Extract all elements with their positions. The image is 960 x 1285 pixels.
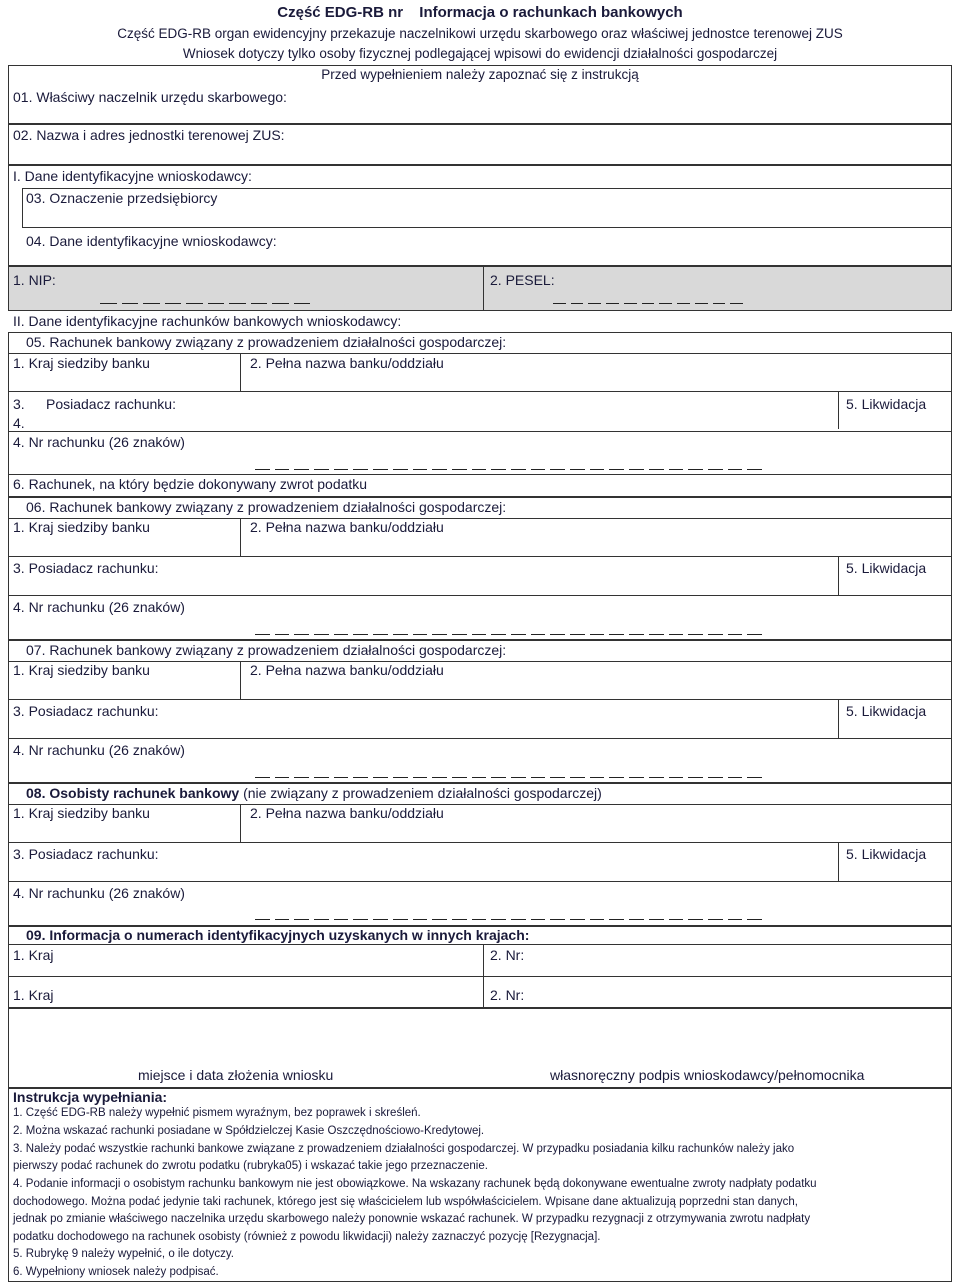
char-slot[interactable] (294, 634, 309, 635)
account-08-nr-label: 4. Nr rachunku (26 znaków) (13, 885, 185, 901)
char-slot[interactable] (609, 634, 624, 635)
char-slot[interactable] (413, 634, 428, 635)
account-07-heading: 07. Rachunek bankowy związany z prowadzeniem działalności gospodarczej: (26, 642, 507, 658)
char-slot[interactable] (649, 777, 664, 778)
char-slot[interactable] (728, 777, 743, 778)
char-slot[interactable] (353, 919, 368, 920)
char-slot[interactable] (452, 919, 467, 920)
account-08-liquidation[interactable]: 5. Likwidacja (846, 846, 927, 862)
char-slot[interactable] (294, 777, 309, 778)
foreign-country-1[interactable]: 1. Kraj (13, 947, 54, 963)
char-slot[interactable] (747, 777, 762, 778)
char-slot[interactable] (728, 634, 743, 635)
char-slot[interactable] (550, 777, 565, 778)
char-slot[interactable] (511, 469, 526, 470)
char-slot[interactable] (713, 303, 726, 304)
account-05-liquidation[interactable]: 5. Likwidacja (846, 396, 927, 412)
account-06-liquidation[interactable]: 5. Likwidacja (846, 560, 927, 576)
instruction-2: 2. Można wskazać rachunki posiadane w Spółdzielczej Kasie Oszczędnościowo-Kredytowej. (13, 1125, 485, 1137)
field-04-label: 04. Dane identyfikacyjne wnioskodawcy: (26, 233, 277, 249)
instruction-4a: 4. Podanie informacji o osobistym rachunku bankowym nie jest obowiązkowe. Na wskazany rachunek będą dokonywane ewentualne zwroty nadpłaty podatku (13, 1178, 817, 1190)
account-08-heading (26, 785, 602, 801)
instruction-1: 1. Część EDG-RB należy wypełnić pismem wyraźnym, bez poprawek i skreśleń. (13, 1107, 421, 1119)
char-slot[interactable] (275, 634, 290, 635)
char-slot[interactable] (624, 303, 637, 304)
char-slot[interactable] (649, 634, 664, 635)
instruction-3a: 3. Należy podać wszystkie rachunki bankowe związane z prowadzeniem działalności gospodarczej. W przypadku posiadania kilku rachunków należy jako (13, 1143, 795, 1155)
char-slot[interactable] (708, 634, 723, 635)
char-slot[interactable] (695, 303, 708, 304)
instruction-3b: pierwszy podać rachunek do zwrotu podatku (rubryka05) i wskazać takie jego przeznaczenie. (13, 1160, 488, 1172)
char-slot[interactable] (606, 303, 619, 304)
header-sub2: Wniosek dotyczy tylko osoby fizycznej podlegającej wpisowi do ewidencji działalności gospodarczej (182, 46, 778, 61)
char-slot[interactable] (609, 919, 624, 920)
char-slot[interactable] (570, 634, 585, 635)
char-slot[interactable] (728, 469, 743, 470)
foreign-nr-1[interactable]: 2. Nr: (490, 947, 525, 963)
char-slot[interactable] (669, 777, 684, 778)
char-slot[interactable] (609, 469, 624, 470)
char-slot[interactable] (373, 777, 388, 778)
char-slot[interactable] (294, 469, 309, 470)
char-slot[interactable] (570, 777, 585, 778)
instruction-4c: jednak po zmianie właściwego naczelnika urzędu skarbowego należy ponownie wskazać rachunek. W przypadku rezygnacji z otrzymywania zwrotu nadpłaty (13, 1213, 811, 1225)
char-slot[interactable] (353, 469, 368, 470)
char-slot[interactable] (452, 634, 467, 635)
char-slot[interactable] (531, 919, 546, 920)
char-slot[interactable] (275, 919, 290, 920)
char-slot[interactable] (550, 919, 565, 920)
account-06-nr-label: 4. Nr rachunku (26 znaków) (13, 599, 185, 615)
char-slot[interactable] (393, 777, 408, 778)
char-slot[interactable] (669, 469, 684, 470)
instruction-5: 5. Rubrykę 9 należy wypełnić, o ile dotyczy. (13, 1248, 234, 1260)
char-slot[interactable] (373, 634, 388, 635)
char-slot[interactable] (571, 303, 584, 304)
account-08-country[interactable]: 1. Kraj siedziby banku (13, 805, 150, 821)
char-slot[interactable] (669, 919, 684, 920)
account-06-bank[interactable]: 2. Pełna nazwa banku/oddziału (250, 519, 444, 535)
char-slot[interactable] (677, 303, 690, 304)
char-slot[interactable] (550, 634, 565, 635)
char-slot[interactable] (642, 303, 655, 304)
account-06-heading: 06. Rachunek bankowy związany z prowadzeniem działalności gospodarczej: (26, 499, 507, 515)
nip-label: 1. NIP: (13, 272, 56, 288)
instructions-heading: Instrukcja wypełniania: (13, 1089, 168, 1105)
account-07-bank[interactable]: 2. Pełna nazwa banku/oddziału (250, 662, 444, 678)
char-slot[interactable] (531, 777, 546, 778)
account-05-four: 4. (13, 415, 25, 431)
char-slot[interactable] (629, 469, 644, 470)
char-slot[interactable] (491, 634, 506, 635)
char-slot[interactable] (669, 634, 684, 635)
char-slot[interactable] (472, 777, 487, 778)
char-slot[interactable] (255, 634, 270, 635)
account-07-nr-label: 4. Nr rachunku (26 znaków) (13, 742, 185, 758)
char-slot[interactable] (688, 634, 703, 635)
char-slot[interactable] (334, 469, 349, 470)
char-slot[interactable] (553, 303, 566, 304)
char-slot[interactable] (730, 303, 743, 304)
account-07-country[interactable]: 1. Kraj siedziby banku (13, 662, 150, 678)
char-slot[interactable] (314, 469, 329, 470)
char-slot[interactable] (294, 919, 309, 920)
char-slot[interactable] (432, 919, 447, 920)
char-slot[interactable] (452, 777, 467, 778)
instruction-6: 6. Wypełniony wniosek należy podpisać. (13, 1266, 219, 1278)
char-slot[interactable] (472, 469, 487, 470)
char-slot[interactable] (550, 469, 565, 470)
char-slot[interactable] (143, 303, 160, 304)
char-slot[interactable] (393, 919, 408, 920)
foreign-country-2[interactable]: 1. Kraj (13, 987, 54, 1003)
char-slot[interactable] (275, 777, 290, 778)
char-slot[interactable] (472, 634, 487, 635)
char-slot[interactable] (708, 777, 723, 778)
char-slot[interactable] (165, 303, 182, 304)
char-slot[interactable] (413, 469, 428, 470)
account-05-holder[interactable]: Posiadacz rachunku: (46, 396, 176, 412)
char-slot[interactable] (334, 634, 349, 635)
foreign-ids-heading: 09. Informacja o numerach identyfikacyjnych uzyskanych w innych krajach: (26, 927, 530, 943)
account-05-country[interactable]: 1. Kraj siedziby banku (13, 355, 150, 371)
account-05-holder-num: 3. (13, 396, 25, 412)
char-slot[interactable] (432, 777, 447, 778)
char-slot[interactable] (393, 469, 408, 470)
char-slot[interactable] (373, 469, 388, 470)
char-slot[interactable] (609, 777, 624, 778)
char-slot[interactable] (275, 469, 290, 470)
char-slot[interactable] (629, 634, 644, 635)
char-slot[interactable] (413, 777, 428, 778)
char-slot[interactable] (511, 777, 526, 778)
char-slot[interactable] (353, 777, 368, 778)
pesel-label: 2. PESEL: (490, 272, 555, 288)
char-slot[interactable] (272, 303, 289, 304)
char-slot[interactable] (432, 469, 447, 470)
account-05-refund[interactable]: 6. Rachunek, na który będzie dokonywany zwrot podatku (13, 476, 368, 492)
nip-pesel-row (8, 266, 952, 311)
char-slot[interactable] (314, 777, 329, 778)
char-slot[interactable] (432, 634, 447, 635)
char-slot[interactable] (100, 303, 117, 304)
char-slot[interactable] (590, 634, 605, 635)
char-slot[interactable] (588, 303, 601, 304)
char-slot[interactable] (373, 919, 388, 920)
char-slot[interactable] (511, 919, 526, 920)
char-slot[interactable] (570, 469, 585, 470)
char-slot[interactable] (649, 919, 664, 920)
account-08-bank[interactable]: 2. Pełna nazwa banku/oddziału (250, 805, 444, 821)
char-slot[interactable] (251, 303, 268, 304)
field-01-label: 01. Właściwy naczelnik urzędu skarbowego: (13, 89, 287, 105)
account-08-holder[interactable]: 3. Posiadacz rachunku: (13, 846, 159, 862)
char-slot[interactable] (353, 634, 368, 635)
foreign-nr-2[interactable]: 2. Nr: (490, 987, 525, 1003)
char-slot[interactable] (688, 777, 703, 778)
char-slot[interactable] (629, 777, 644, 778)
char-slot[interactable] (314, 919, 329, 920)
char-slot[interactable] (629, 919, 644, 920)
account-05-heading: 05. Rachunek bankowy związany z prowadzeniem działalności gospodarczej: (26, 334, 507, 350)
char-slot[interactable] (491, 919, 506, 920)
account-06-country[interactable]: 1. Kraj siedziby banku (13, 519, 150, 535)
section-ii-label: II. Dane identyfikacyjne rachunków bankowych wnioskodawcy: (13, 313, 402, 329)
char-slot[interactable] (570, 919, 585, 920)
field-03-label: 03. Oznaczenie przedsiębiorcy (26, 190, 218, 206)
header-sub1: Część EDG-RB organ ewidencyjny przekazuje naczelnikowi urzędu skarbowego oraz właściwej jednostce terenowej ZUS (117, 26, 843, 41)
char-slot[interactable] (708, 469, 723, 470)
char-slot[interactable] (747, 469, 762, 470)
char-slot[interactable] (472, 919, 487, 920)
instruction-4b: dochodowego. Można podać jedynie taki rachunek, którego jest się właścicielem lub współwłaścicielem. Wpisane dane aktualizują poprzedni stan danych, (13, 1196, 798, 1208)
char-slot[interactable] (590, 777, 605, 778)
char-slot[interactable] (590, 919, 605, 920)
char-slot[interactable] (334, 777, 349, 778)
form-part-label: Część EDG-RB nr (277, 4, 404, 21)
account-06-holder[interactable]: 3. Posiadacz rachunku: (13, 560, 159, 576)
account-07-holder[interactable]: 3. Posiadacz rachunku: (13, 703, 159, 719)
char-slot[interactable] (229, 303, 246, 304)
char-slot[interactable] (511, 634, 526, 635)
char-slot[interactable] (590, 469, 605, 470)
section-i-label: I. Dane identyfikacyjne wnioskodawcy: (13, 168, 252, 184)
char-slot[interactable] (122, 303, 139, 304)
char-slot[interactable] (208, 303, 225, 304)
char-slot[interactable] (334, 919, 349, 920)
char-slot[interactable] (186, 303, 203, 304)
char-slot[interactable] (688, 469, 703, 470)
char-slot[interactable] (728, 919, 743, 920)
account-08-heading-bold: 08. Osobisty rachunek bankowy (26, 785, 240, 801)
char-slot[interactable] (649, 469, 664, 470)
instruction-4d: podatku dochodowego na rachunek osobisty (również z powodu likwidacji) należy zaznaczyć pozycję [Rezygnacja]. (13, 1231, 601, 1243)
char-slot[interactable] (491, 777, 506, 778)
place-date-label[interactable]: miejsce i data złożenia wniosku (138, 1067, 334, 1083)
char-slot[interactable] (747, 919, 762, 920)
char-slot[interactable] (393, 634, 408, 635)
char-slot[interactable] (452, 469, 467, 470)
account-05-bank[interactable]: 2. Pełna nazwa banku/oddziału (250, 355, 444, 371)
account-08-heading-rest: (nie związany z prowadzeniem działalności gospodarczej) (239, 785, 602, 801)
char-slot[interactable] (531, 634, 546, 635)
account-05-nr-label: 4. Nr rachunku (26 znaków) (13, 434, 185, 450)
char-slot[interactable] (255, 777, 270, 778)
header-sub3: Przed wypełnieniem należy zapoznać się z instrukcją (321, 67, 639, 82)
char-slot[interactable] (413, 919, 428, 920)
char-slot[interactable] (294, 303, 311, 304)
char-slot[interactable] (747, 634, 762, 635)
char-slot[interactable] (255, 469, 270, 470)
signature-label[interactable]: własnoręczny podpis wnioskodawcy/pełnomocnika (550, 1067, 865, 1083)
char-slot[interactable] (255, 919, 270, 920)
account-07-liquidation[interactable]: 5. Likwidacja (846, 703, 927, 719)
char-slot[interactable] (314, 634, 329, 635)
field-02-label: 02. Nazwa i adres jednostki terenowej ZUS: (13, 127, 285, 143)
char-slot[interactable] (491, 469, 506, 470)
form-info-label: Informacja o rachunkach bankowych (419, 4, 683, 21)
char-slot[interactable] (659, 303, 672, 304)
form-title (0, 4, 960, 21)
char-slot[interactable] (708, 919, 723, 920)
char-slot[interactable] (688, 919, 703, 920)
char-slot[interactable] (531, 469, 546, 470)
